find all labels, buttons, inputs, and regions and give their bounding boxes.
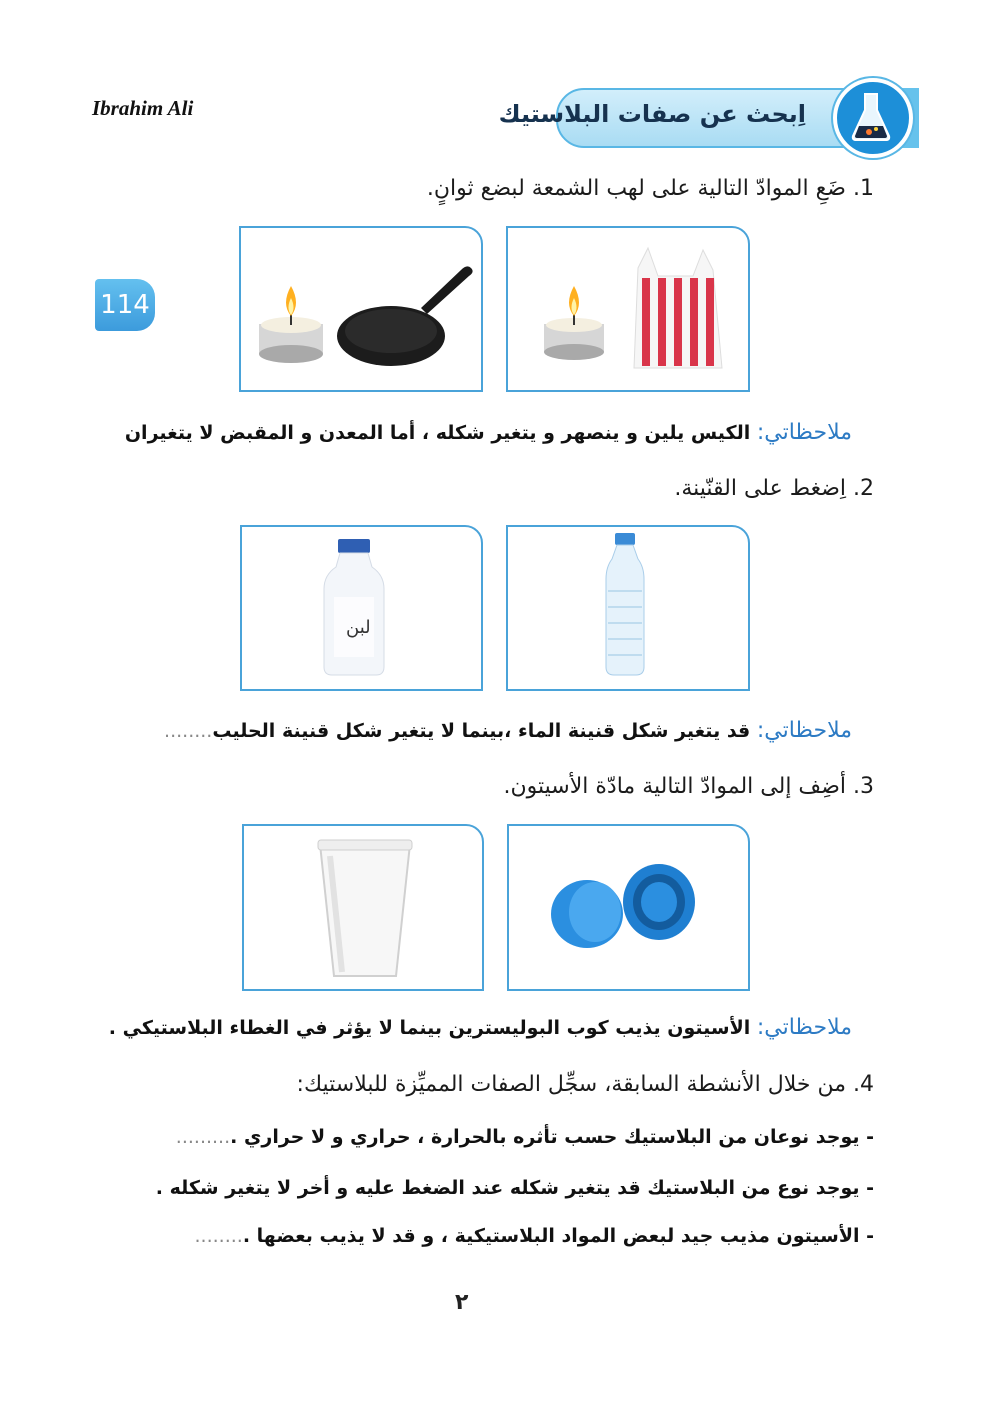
question-2-text: اِضغط على القنّينة. xyxy=(674,476,846,501)
foam-cup-illustration xyxy=(244,826,482,989)
bag-candle-illustration xyxy=(508,228,748,390)
question-1-number: 1 xyxy=(860,176,874,201)
answer-1-text: - يوجد نوعان من البلاستيك حسب تأثره بالحرارة ، حراري و لا حراري . xyxy=(230,1126,874,1148)
section-title: اِبحث عن صفات البلاستيك xyxy=(498,100,806,128)
pan-candle-illustration xyxy=(241,228,481,390)
observation-1 xyxy=(125,420,852,445)
answer-2-text: - يوجد نوع من البلاستيك قد يتغير شكله عند الضغط عليه و أخر لا يتغير شكله . xyxy=(155,1177,874,1199)
observation-2: ملاحظاتي: قد يتغير شكل قنينة الماء ،بينما لا يتغير شكل قنينة الحليب........ xyxy=(164,718,852,743)
bottle-caps-illustration xyxy=(509,826,748,989)
observation-3-text: الأسيتون يذيب كوب البوليسترين بينما لا يؤثر في الغطاء البلاستيكي . xyxy=(108,1017,751,1039)
observation-3-label: ملاحظاتي: xyxy=(756,1015,852,1040)
author-name: Ibrahim Ali xyxy=(92,96,194,120)
observation-2-text: قد يتغير شكل قنينة الماء ،بينما لا يتغير شكل قنينة الحليب xyxy=(212,720,751,742)
observation-1-text: الكيس يلين و ينصهر و يتغير شكله ، أما المعدن و المقبض لا يتغيران xyxy=(124,422,751,444)
image-frame-foam-cup xyxy=(242,824,484,991)
flask-icon xyxy=(833,78,913,158)
answer-3-text: - الأسيتون مذيب جيد لبعض المواد البلاستيكية ، و قد لا يذيب بعضها . xyxy=(242,1225,874,1247)
image-frame-milk-bottle xyxy=(240,525,483,691)
observation-1-label: ملاحظاتي: xyxy=(756,420,852,445)
question-3: 3. أضِف إلى الموادّ التالية مادّة الأسيتون. xyxy=(503,774,874,799)
question-4: 4. من خلال الأنشطة السابقة، سجِّل الصفات المميِّزة للبلاستيك: xyxy=(296,1072,874,1097)
question-1-text: ضَعِ الموادّ التالية على لهب الشمعة لبضع ثوانٍ. xyxy=(426,176,846,201)
image-frame-water-bottle xyxy=(506,525,750,691)
question-3-text: أضِف إلى الموادّ التالية مادّة الأسيتون. xyxy=(503,774,846,799)
page-badge: 114 xyxy=(95,279,155,331)
section-banner xyxy=(498,88,878,148)
observation-3 xyxy=(109,1015,852,1040)
question-4-text: من خلال الأنشطة السابقة، سجِّل الصفات المميِّزة للبلاستيك: xyxy=(296,1072,846,1097)
page-number: ٢ xyxy=(455,1290,469,1315)
water-bottle-illustration xyxy=(508,527,748,689)
answer-3: - الأسيتون مذيب جيد لبعض المواد البلاستيكية ، و قد لا يذيب بعضها ......... xyxy=(194,1225,874,1247)
answer-1: - يوجد نوعان من البلاستيك حسب تأثره بالحرارة ، حراري و لا حراري .......... xyxy=(175,1126,874,1148)
milk-bottle-illustration xyxy=(242,527,481,689)
milk-label: لبن xyxy=(346,617,371,638)
image-frame-pan-candle xyxy=(239,226,483,392)
answer-2 xyxy=(156,1177,874,1199)
question-2-number: 2 xyxy=(860,476,874,501)
image-frame-bag-candle xyxy=(506,226,750,392)
question-3-number: 3 xyxy=(860,774,874,799)
observation-2-label: ملاحظاتي: xyxy=(756,718,852,743)
question-1: 1. ضَعِ الموادّ التالية على لهب الشمعة لبضع ثوانٍ. xyxy=(426,176,874,201)
image-frame-bottle-caps xyxy=(507,824,750,991)
question-4-number: 4 xyxy=(860,1072,874,1097)
question-2: 2. اِضغط على القنّينة. xyxy=(674,476,874,501)
